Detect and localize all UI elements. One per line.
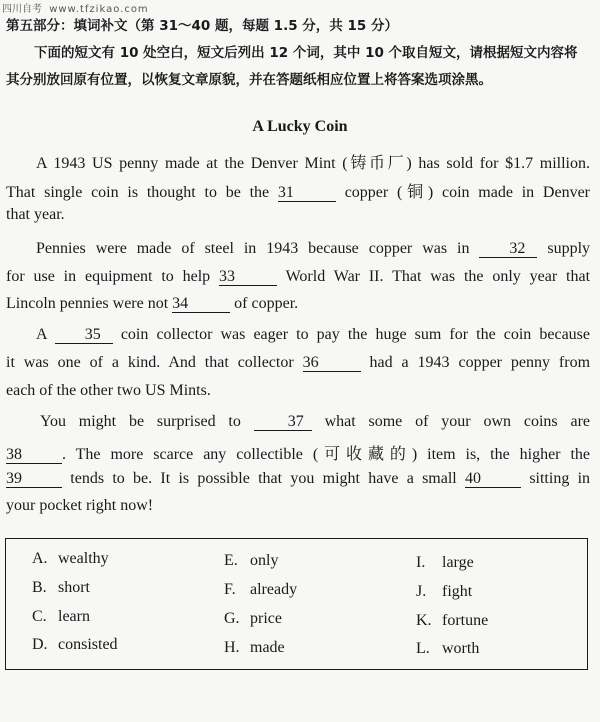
line-text: Pennies were made of steel in 1943 because copper was in (36, 240, 470, 257)
option-e[interactable]: E. only (224, 552, 279, 569)
option-g[interactable]: G. price (224, 610, 282, 627)
line-text: sitting in (529, 470, 591, 487)
line-text: what some of your own coins are (324, 413, 591, 430)
passage-line (6, 497, 590, 515)
line-text: it was one of a kind. And that collector (6, 354, 294, 371)
options-box (5, 538, 588, 670)
passage-line (6, 470, 590, 488)
watermark (2, 0, 149, 15)
option-h[interactable]: H. made (224, 639, 285, 656)
option-l[interactable]: L. worth (416, 640, 480, 657)
passage-line (6, 150, 590, 173)
line-text: coin collector was eager to pay the huge sum for the coin because (120, 326, 591, 343)
line-text: A 1943 US penny made at the Denver Mint (铸币厂) has sold for $1.7 million. (36, 155, 590, 172)
passage-line (6, 295, 590, 313)
passage-line (6, 206, 590, 224)
line-text: World War II. That was the only year that (285, 268, 591, 285)
watermark-url: www.tfzikao.com (49, 4, 149, 15)
blank-36[interactable]: 36 (303, 355, 361, 372)
section-title: 第五部分：填词补文（第 31～40 题，每题 1.5 分，共 15 分） (6, 18, 398, 34)
passage-line (6, 354, 590, 372)
option-c[interactable]: C. learn (32, 608, 90, 625)
passage-title: A Lucky Coin (252, 118, 348, 135)
option-j[interactable]: J. fight (416, 583, 473, 600)
line-text: supply (547, 240, 591, 257)
blank-32[interactable]: 32 (479, 241, 537, 258)
passage-line (6, 441, 590, 464)
line-text: had a 1943 copper penny from (369, 354, 591, 371)
option-f[interactable]: F. already (224, 581, 298, 598)
line-text: That single coin is thought to be the (6, 184, 270, 201)
option-i[interactable]: I. large (416, 554, 474, 571)
option-d[interactable]: D. consisted (32, 636, 118, 653)
instructions: 下面的短文有 10 处空白，短文后列出 12 个词，其中 10 个取自短文，请根据短文内容将其分别放回原有位置，以恢复文章原貌，并在答题纸相应位置上将答案选项涂黑。 (6, 45, 578, 88)
passage-line (6, 268, 590, 286)
blank-40[interactable]: 40 (465, 471, 521, 488)
line-text: A (36, 326, 47, 343)
blank-35[interactable]: 35 (55, 327, 113, 344)
line-text: each of the other two US Mints. (6, 382, 211, 399)
blank-31[interactable]: 31 (278, 185, 336, 202)
blank-39[interactable]: 39 (6, 471, 62, 488)
line-text: Lincoln pennies were not (6, 295, 169, 312)
option-a[interactable]: A. wealthy (32, 550, 109, 567)
passage-line (6, 413, 590, 431)
blank-37[interactable]: 37 (254, 414, 312, 431)
blank-38[interactable]: 38 (6, 447, 62, 464)
passage-line (6, 179, 590, 202)
line-text: . The more scarce any collectible (可收藏的) item is, the higher the (62, 446, 590, 463)
line-text: of copper. (234, 295, 299, 312)
line-text: You might be surprised to (40, 413, 241, 430)
line-text: for use in equipment to help (6, 268, 211, 285)
passage-line (6, 382, 590, 400)
option-k[interactable]: K. fortune (416, 612, 489, 629)
line-text: tends to be. It is possible that you might have a small (70, 470, 457, 487)
option-b[interactable]: B. short (32, 579, 90, 596)
blank-34[interactable]: 34 (172, 296, 230, 313)
line-text: your pocket right now! (6, 497, 154, 514)
line-text: that year. (6, 206, 65, 223)
passage-line (6, 240, 590, 258)
passage-line (6, 326, 590, 344)
line-text: copper (铜) coin made in Denver (344, 184, 591, 201)
blank-33[interactable]: 33 (219, 269, 277, 286)
watermark-site-name: 四川自考 (2, 4, 42, 15)
